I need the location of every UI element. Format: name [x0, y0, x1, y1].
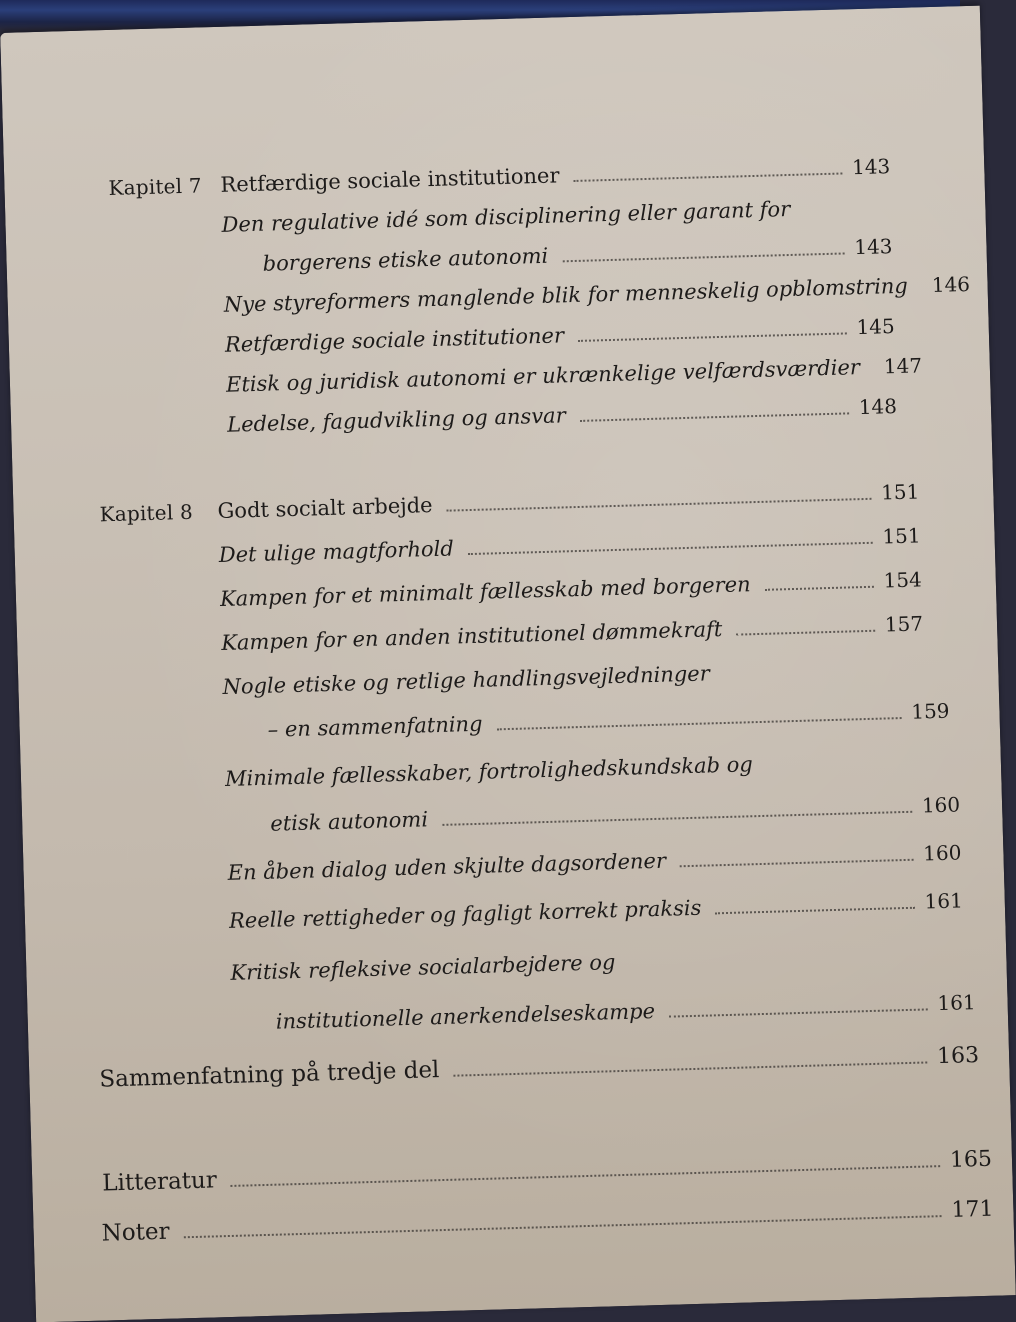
section-line — [230, 950, 616, 985]
section-line — [221, 197, 790, 237]
section-title: Ledelse, fagudvikling og ansvar — [227, 403, 566, 436]
dot-leader — [736, 630, 875, 636]
literature-row — [102, 1146, 992, 1197]
section-page: 160 — [923, 840, 962, 865]
dot-leader — [184, 1215, 942, 1238]
section-title: Reelle rettigheder og fagligt korrekt praksis — [229, 896, 702, 933]
dot-leader — [574, 172, 843, 182]
summary-page: 163 — [937, 1043, 980, 1069]
section-row — [270, 792, 960, 835]
chapter-8-row — [99, 479, 919, 526]
section-title: Kampen for en anden institutionel dømmekraft — [221, 617, 723, 655]
section-page: 157 — [884, 611, 923, 636]
table-of-contents — [0, 6, 1016, 1322]
dot-leader — [680, 859, 913, 868]
section-page: 148 — [858, 394, 897, 419]
chapter-8-label: Kapitel 8 — [99, 499, 218, 526]
literature-title: Litteratur — [102, 1167, 217, 1196]
dot-leader — [765, 586, 874, 591]
section-title-cont: – en sammenfatning — [267, 712, 482, 742]
section-title: Etisk og juridisk autonomi er ukrænkelige velfærdsværdier — [226, 355, 860, 397]
section-row — [223, 274, 893, 317]
section-row — [227, 394, 897, 437]
section-row — [267, 699, 949, 742]
chapter-8-page: 151 — [881, 479, 920, 504]
section-row — [225, 314, 895, 357]
section-title: En åben dialog uden skjulte dagsordener — [227, 849, 666, 885]
section-row — [220, 567, 922, 611]
chapter-7-row — [108, 154, 890, 200]
summary-title: Sammenfatning på tredje del — [99, 1057, 440, 1092]
section-row — [226, 354, 896, 397]
dot-leader — [468, 542, 873, 555]
section-page: 154 — [883, 567, 922, 592]
section-row — [262, 234, 892, 276]
section-line — [225, 752, 753, 791]
section-row — [227, 840, 961, 884]
section-line — [222, 661, 710, 699]
dot-leader — [453, 1061, 927, 1076]
section-title: Retfærdige sociale institutioner — [225, 323, 565, 356]
dot-leader — [447, 498, 872, 512]
section-title: Nogle etiske og retlige handlingsvejledninger — [222, 661, 710, 699]
dot-leader — [580, 412, 849, 422]
notes-title: Noter — [101, 1219, 170, 1247]
book-page — [0, 6, 1016, 1322]
section-title-cont: etisk autonomi — [270, 807, 428, 835]
dot-leader — [231, 1165, 940, 1187]
notes-row — [101, 1196, 993, 1247]
section-title: Minimale fællesskaber, fortrolighedskundskab og — [225, 752, 753, 791]
section-page: 143 — [854, 234, 893, 259]
section-title: Kampen for et minimalt fællesskab med borgeren — [220, 572, 751, 611]
dot-leader — [562, 252, 844, 262]
section-page: 147 — [884, 353, 921, 378]
dot-leader — [715, 907, 914, 915]
dot-leader — [497, 717, 902, 730]
literature-page: 165 — [950, 1147, 993, 1173]
section-row — [276, 990, 976, 1034]
section-page: 145 — [856, 314, 895, 339]
chapter-7-title: Retfærdige sociale institutioner — [220, 163, 560, 196]
section-row — [221, 611, 923, 655]
section-title-cont: borgerens etiske autonomi — [262, 244, 548, 276]
section-page: 161 — [924, 888, 963, 913]
section-page: 159 — [911, 699, 950, 724]
section-title-cont: institutionelle anerkendelseskampe — [276, 999, 656, 1034]
chapter-7-label: Kapitel 7 — [108, 173, 221, 200]
dot-leader — [442, 811, 912, 826]
section-title: Kritisk refleksive socialarbejdere og — [230, 950, 616, 985]
section-page: 160 — [922, 792, 961, 817]
notes-page: 171 — [951, 1197, 994, 1223]
chapter-7-page: 143 — [852, 154, 891, 179]
section-title: Nye styreformers manglende blik for menneskelig opblomstring — [223, 274, 908, 317]
section-row — [218, 523, 920, 567]
section-page: 146 — [931, 272, 968, 297]
section-page: 161 — [937, 990, 976, 1015]
section-page: 151 — [882, 523, 921, 548]
section-title: Den regulative idé som disciplinering eller garant for — [221, 197, 790, 237]
dot-leader — [578, 332, 847, 342]
section-row — [229, 888, 963, 932]
section-title: Det ulige magtforhold — [218, 536, 454, 567]
chapter-8-title: Godt socialt arbejde — [217, 493, 433, 523]
summary-row — [99, 1042, 979, 1093]
dot-leader — [669, 1008, 928, 1017]
